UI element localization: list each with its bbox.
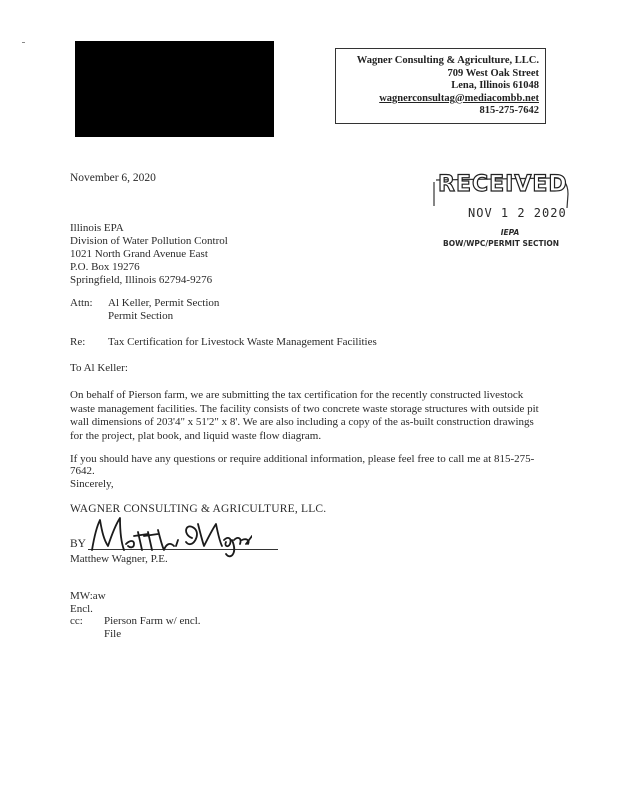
letterhead-street: 709 West Oak Street — [447, 67, 539, 79]
cc-label: cc: — [70, 615, 83, 627]
attn-block — [108, 297, 219, 323]
reference-initials — [70, 590, 106, 615]
initials: MW:aw — [70, 590, 106, 602]
cc-item: Pierson Farm w/ encl. — [104, 615, 201, 627]
by-label: BY — [70, 538, 86, 550]
recipient-line: P.O. Box 19276 — [70, 261, 140, 273]
redacted-logo-block — [75, 41, 274, 137]
stamp-section: BOW/WPC/PERMIT SECTION — [443, 239, 560, 248]
recipient-line: Division of Water Pollution Control — [70, 235, 228, 247]
body-paragraph-2: If you should have any questions or require additional information, please feel free to call me at 815-275-7642. — [70, 453, 535, 477]
recipient-line: Springfield, Illinois 62794-9276 — [70, 274, 213, 286]
letterhead-company: Wagner Consulting & Agriculture, LLC. — [356, 55, 539, 66]
letter-date: November 6, 2020 — [70, 172, 156, 184]
re-subject: Tax Certification for Livestock Waste Management Facilities — [108, 336, 377, 348]
salutation: To Al Keller: — [70, 362, 128, 374]
signature-company: WAGNER CONSULTING & AGRICULTURE, LLC. — [70, 503, 327, 515]
attn-name: Al Keller, Permit Section — [108, 297, 220, 309]
handwritten-signature — [82, 510, 252, 558]
letterhead-email-link[interactable]: wagnerconsultag@mediacombb.net — [379, 92, 539, 104]
stamp-received-word: RECEIVED — [438, 172, 568, 197]
scan-mark — [22, 42, 25, 43]
attn-dept: Permit Section — [108, 310, 174, 322]
cc-item: File — [104, 627, 122, 640]
body-paragraph-1: On behalf of Pierson farm, we are submitting the tax certification for the recently constructed livestock waste management facilities. The facility consists of two concrete waste storage structures with outside pit wall dimensions of 203'4" x 51'2" x 8'. We are also including a copy of the as-built construction drawings for the project, plat book, and liquid waste flow diagram. — [70, 389, 539, 442]
recipient-address — [70, 222, 228, 287]
stamp-agency: IEPA — [500, 228, 520, 237]
letterhead-phone: 815-275-7642 — [479, 105, 539, 117]
re-label: Re: — [70, 336, 86, 348]
stamp-date: NOV 1 2 2020 — [468, 206, 567, 220]
cc-list — [104, 615, 201, 640]
enclosure-note: Encl. — [70, 602, 93, 615]
letterhead-box — [335, 48, 546, 124]
recipient-line: 1021 North Grand Avenue East — [70, 248, 208, 260]
signer-name: Matthew Wagner, P.E. — [70, 553, 168, 565]
letterhead-city: Lena, Illinois 61048 — [451, 80, 539, 92]
attn-label: Attn: — [70, 297, 93, 309]
closing: Sincerely, — [70, 478, 114, 490]
recipient-line: Illinois EPA — [70, 222, 124, 234]
